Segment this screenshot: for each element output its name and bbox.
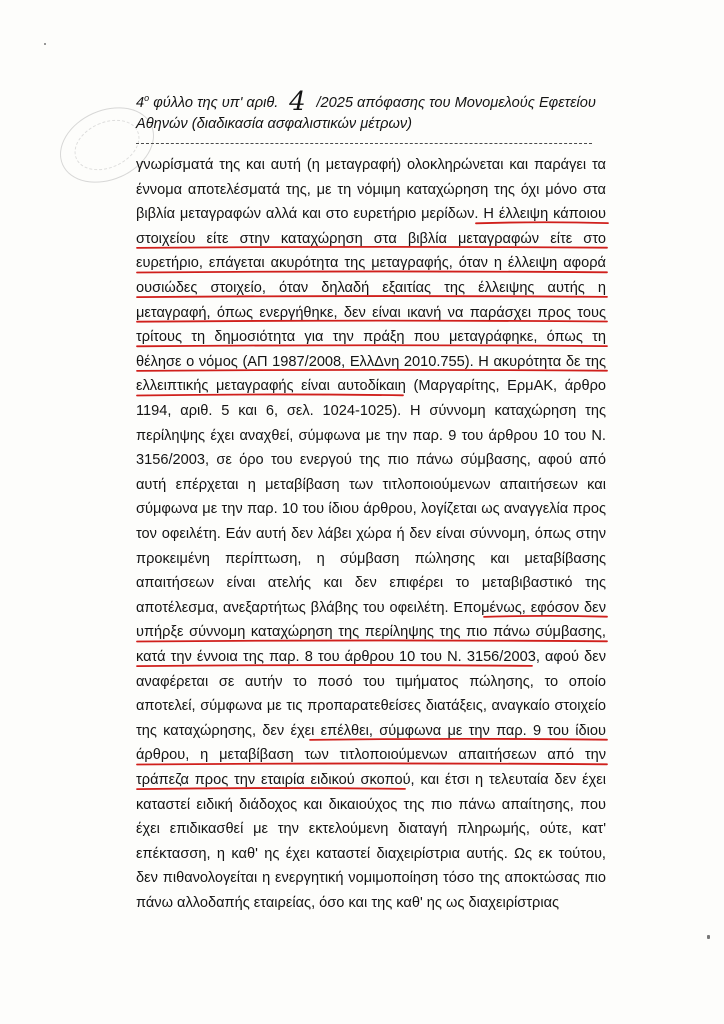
red-underline-stroke [137,370,607,371]
body-text-line: έννομα αποτελέσματά της, με τη νόμιμη καταχώρηση της όχι μόνο στα [136,181,606,198]
red-underline-stroke [137,640,607,641]
red-underline-stroke [137,394,403,395]
red-underline-stroke [137,271,607,272]
red-underline-stroke [137,345,607,346]
body-text-line: υπήρξε σύννομη καταχώρηση της περίληψης της πιο πάνω σύμβασης, [136,624,606,641]
body-text-line: άρθρου, η μεταβίβαση των τιτλοποιούμενων απαιτήσεων από την [136,747,606,764]
red-underline-stroke [484,616,607,617]
body-text-line: ευρετήριο, επάγεται ακυρότητα της μεταγραφής, όταν η έλλειψη αφορά [136,255,606,272]
body-text-line: καταστεί ειδική διάδοχος και δικαιούχος της πιο πάνω απαίτησης, που [136,796,606,813]
header-line-sheet-number: $4^o$ φύλλο της υπ' αριθ. 4 /2025 απόφασης του Μονομελούς Εφετείου [136,86,596,117]
body-text-line: της καταχώρησης, δεν έχει επέλθει, σύμφωνα με την παρ. 9 του ίδιου [136,722,606,739]
red-underline-stroke [137,321,607,322]
body-text-line: αναφέρεται σε αυτήν το ποσό του τιμήματος πώλησης, το οποίο [136,673,606,690]
body-text-line: στοιχείου είτε στην καταχώρηση στα βιβλία μεταγραφών είτε στο [136,230,606,247]
body-text-line: 3156/2003, σε όρο του ενεργού της πιο πάνω σύμβασης, αφού από [136,452,606,469]
body-text-line: βιβλία μεταγραφών αλλά και στο ευρετήριο μερίδων. Η έλλειψη κάποιου [136,206,606,223]
body-text-line: δεν πιθανολογείται η ενεργητική νομιμοποίηση τόσο της αποκτώσας πιο [136,870,606,887]
red-underline-stroke [310,739,607,740]
header-line-court-procedure: Αθηνών (διαδικασία ασφαλιστικών μέτρων) [136,116,412,132]
body-text-line: επέκτασση, η καθ' ης έχει καταστεί διαχειρίστρια αυτής. Ως εκ τούτου, [136,845,606,862]
red-underline-stroke [476,222,608,223]
body-text-line: έχει επιδικασθεί με την εκτελούμενη διαταγή πληρωμής, ούτε, κατ' [136,821,606,838]
body-text-line: προκειμένη περίπτωση, η σύμβαση πώλησης και μεταβίβασης [136,550,606,567]
body-text-line: θέλησε ο νόμος (ΑΠ 1987/2008, ΕλλΔνη 2010.755). Η ακυρότητα δε της [136,353,606,370]
body-text-line: τράπεζα προς την εταιρία ειδικού σκοπού, και έτσι η τελευταία δεν έχει [136,772,606,788]
body-text-line: πάνω αλλοδαπής εταιρείας, όσο και της καθ' ης ως διαχειρίστριας [136,895,560,911]
body-text-line: τρίτους τη δημοσιότητα για την πράξη που μεταγράφηκε, όπως τη [136,329,606,346]
body-text-line: απαιτήσεων είναι ατελής και δεν επιφέρει το μεταβιβαστικό της [136,575,606,592]
body-text-line: ουσιώδες στοιχείο, όταν δηλαδή εξαιτίας της έλλειψης αυτής η [136,280,606,296]
red-underline-stroke [137,247,607,248]
body-text-line: ελλειπτικής μεταγραφής είναι αυτοδίκαιη (Μαργαρίτης, ΕρμΑΚ, άρθρο [136,378,606,395]
body-text-line: αποτελεί, σύμφωνα με τις προπαρατεθείσες διατάξεις, αναγκαίο στοιχείο [136,698,606,715]
body-text-line: αυτή επέρχεται η μεταβίβαση των τιτλοποιούμενων απαιτήσεων και [136,476,606,493]
body-text-line: 1194, αριθ. 5 και 6, σελ. 1024-1025). Η σύννομη καταχώρηση της [136,403,606,419]
body-text-line: περίληψης έχει αναχθεί, σύμφωνα με την παρ. 9 του άρθρου 10 του Ν. [136,427,606,444]
body-text-line: σύμφωνα με την παρ. 10 του ίδιου άρθρου, λογίζεται ως αναγγελία προς [136,501,606,518]
body-text-line: τον οφειλέτη. Εάν αυτή δεν λάβει χώρα ή δεν είναι σύννομη, όπως στην [136,526,606,542]
body-text-line: γνωρίσματά της και αυτή (η μεταγραφή) ολοκληρώνεται και παράγει τα [136,157,606,173]
body-text-line: κατά την έννοια της παρ. 8 του άρθρου 10 του Ν. 3156/2003, αφού δεν [136,649,606,665]
body-text-line: μεταγραφή, όπως ενεργήθηκε, δεν είναι ικανή να παράσχει προς τους [136,304,606,321]
red-underline-stroke [137,296,607,297]
handwritten-decision-number: 4 [289,86,306,117]
red-underline-stroke [137,788,405,789]
red-underline-stroke [137,665,532,666]
red-underline-stroke [137,763,607,764]
body-text-line: αποτέλεσμα, ανεξαρτήτως βλάβης του οφειλέτη. Επομένως, εφόσον δεν [136,599,606,616]
